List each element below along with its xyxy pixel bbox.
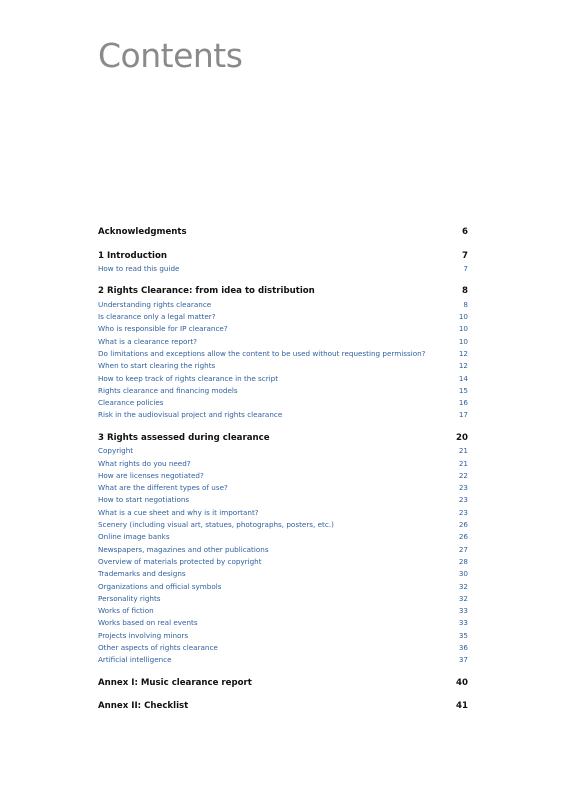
- toc-chapter-title: Acknowledgments: [98, 227, 187, 237]
- toc-chapter-page: 6: [462, 227, 468, 237]
- toc-section: [98, 700, 468, 714]
- toc-chapter-title: 3 Rights assessed during clearance: [98, 432, 270, 443]
- toc-subentry[interactable]: [98, 507, 468, 519]
- toc-chapter-entry[interactable]: [98, 250, 468, 264]
- toc-subentry-page: 23: [458, 495, 468, 505]
- toc-subentry-title: How to keep track of rights clearance in the script: [98, 373, 279, 383]
- toc-subentry-page: 22: [458, 470, 468, 480]
- toc-section: [98, 677, 468, 691]
- toc-subentry[interactable]: [98, 617, 468, 629]
- toc-subentry[interactable]: [98, 642, 468, 654]
- toc-subentry[interactable]: [98, 263, 468, 275]
- toc-subentry[interactable]: [98, 482, 468, 494]
- toc-subentry[interactable]: [98, 519, 468, 531]
- toc-subentry-page: 33: [458, 618, 468, 628]
- toc-subentry[interactable]: [98, 654, 468, 666]
- toc-subentry[interactable]: [98, 323, 468, 335]
- toc-subentry-page: 21: [458, 458, 468, 468]
- toc-subentry-page: 26: [458, 532, 468, 542]
- toc-subentry-page: 33: [458, 606, 468, 616]
- toc-subentry-title: Trademarks and designs: [98, 569, 186, 579]
- toc-subentry-title: Overview of materials protected by copyright: [98, 556, 262, 566]
- toc-subentry-title: Other aspects of rights clearance: [98, 643, 218, 653]
- toc-subentry[interactable]: [98, 445, 468, 457]
- toc-subentry-page: 8: [463, 299, 468, 309]
- toc-chapter-page: 20: [456, 432, 468, 443]
- toc-subentry-title: Copyright: [98, 446, 134, 456]
- toc-subentry[interactable]: [98, 409, 468, 421]
- toc-subentry-page: 12: [458, 348, 468, 358]
- toc-subentry-page: 21: [458, 446, 468, 456]
- toc-chapter-entry[interactable]: [98, 700, 468, 714]
- toc-subentry[interactable]: [98, 311, 468, 323]
- toc-subentry-title: Works of fiction: [98, 606, 154, 616]
- toc-subentry-page: 10: [458, 336, 468, 346]
- toc-subentry-page: 10: [458, 312, 468, 322]
- toc-subentry-page: 26: [458, 520, 468, 530]
- toc-subentry-title: Works based on real events: [98, 618, 198, 628]
- toc-subentry-title: How to start negotiations: [98, 495, 190, 505]
- toc-subentry-title: How to read this guide: [98, 264, 180, 273]
- toc-subentry[interactable]: [98, 336, 468, 348]
- toc-subentry-title: Projects involving minors: [98, 630, 189, 640]
- toc-subentry-page: 15: [458, 385, 468, 395]
- toc-subentry-title: Artificial intelligence: [98, 655, 172, 665]
- toc-subentry-title: When to start clearing the rights: [98, 361, 216, 371]
- toc-chapter-page: 7: [462, 250, 468, 261]
- toc-subentry-title: How are licenses negotiated?: [98, 470, 204, 480]
- toc-subentry[interactable]: [98, 470, 468, 482]
- toc-chapter-title: 1 Introduction: [98, 250, 167, 261]
- toc-subentry[interactable]: [98, 373, 468, 385]
- toc-chapter-title: Annex I: Music clearance report: [98, 677, 252, 688]
- toc-subentry-title: Understanding rights clearance: [98, 299, 212, 309]
- toc-subentry-title: What is a clearance report?: [98, 336, 197, 346]
- toc-subentry[interactable]: [98, 494, 468, 506]
- toc-subentry-page: 28: [458, 556, 468, 566]
- toc-subentry-title: Organizations and official symbols: [98, 581, 222, 591]
- toc-subentry-page: 27: [458, 544, 468, 554]
- toc-subentry-title: Rights clearance and financing models: [98, 385, 238, 395]
- toc-subentry[interactable]: [98, 299, 468, 311]
- toc-subentry-page: 32: [458, 593, 468, 603]
- toc-subentry-page: 16: [458, 398, 468, 408]
- toc-subentry-title: Do limitations and exceptions allow the content to be used without requesting permission?: [98, 348, 426, 358]
- toc-subentry-title: Who is responsible for IP clearance?: [98, 324, 228, 334]
- toc-subentry-page: 30: [458, 569, 468, 579]
- toc-subentry-title: Newspapers, magazines and other publications: [98, 544, 269, 554]
- toc-subentry[interactable]: [98, 360, 468, 372]
- toc-subentry[interactable]: [98, 630, 468, 642]
- toc-subentry[interactable]: [98, 568, 468, 580]
- toc-subentry-title: Online image banks: [98, 532, 170, 542]
- toc-subentry-page: 7: [463, 264, 468, 273]
- toc-subentry-title: Clearance policies: [98, 398, 164, 408]
- toc-subentry-title: What are the different types of use?: [98, 483, 228, 493]
- toc-chapter-entry[interactable]: [98, 285, 468, 299]
- toc-chapter-title: 2 Rights Clearance: from idea to distribution: [98, 286, 315, 297]
- toc-chapter-entry[interactable]: [98, 677, 468, 691]
- toc-subentry-title: What rights do you need?: [98, 458, 191, 468]
- toc-section: [98, 285, 468, 421]
- toc-subentry[interactable]: [98, 556, 468, 568]
- toc-subentry-title: Scenery (including visual art, statues, photographs, posters, etc.): [98, 520, 334, 530]
- toc-section: [98, 432, 468, 667]
- toc-subentry-page: 23: [458, 483, 468, 493]
- toc-subentry-page: 10: [458, 324, 468, 334]
- toc-chapter-page: 40: [456, 677, 468, 688]
- toc-section: [98, 250, 468, 276]
- toc-chapter-page: 41: [456, 701, 468, 712]
- toc-subentry[interactable]: [98, 531, 468, 543]
- toc-subentry-page: 17: [458, 410, 468, 420]
- toc-subentry[interactable]: [98, 397, 468, 409]
- toc-subentry[interactable]: [98, 581, 468, 593]
- toc-subentry-page: 12: [458, 361, 468, 371]
- toc-subentry[interactable]: [98, 385, 468, 397]
- toc-chapter-title: Annex II: Checklist: [98, 701, 189, 712]
- toc-subentry-page: 36: [458, 643, 468, 653]
- toc-subentry-title: What is a cue sheet and why is it important?: [98, 507, 259, 517]
- toc-chapter-page: 8: [462, 286, 468, 297]
- page-title: Contents: [98, 36, 243, 75]
- toc-subentry-page: 14: [458, 373, 468, 383]
- toc-subentry-page: 23: [458, 507, 468, 517]
- toc-subentry-title: Is clearance only a legal matter?: [98, 312, 216, 322]
- toc-subentry[interactable]: [98, 593, 468, 605]
- toc-subentry-title: Personality rights: [98, 593, 161, 603]
- toc-subentry-title: Risk in the audiovisual project and rights clearance: [98, 410, 283, 420]
- toc-chapter-entry[interactable]: [98, 432, 468, 446]
- toc-subentry-page: 35: [458, 630, 468, 640]
- toc-chapter-entry[interactable]: [98, 226, 468, 240]
- toc-section: [98, 226, 468, 240]
- toc-subentry[interactable]: [98, 544, 468, 556]
- table-of-contents: [98, 226, 468, 714]
- toc-subentry[interactable]: [98, 458, 468, 470]
- toc-subentry[interactable]: [98, 348, 468, 360]
- toc-subentry-page: 32: [458, 581, 468, 591]
- toc-subentry[interactable]: [98, 605, 468, 617]
- toc-subentry-page: 37: [458, 655, 468, 665]
